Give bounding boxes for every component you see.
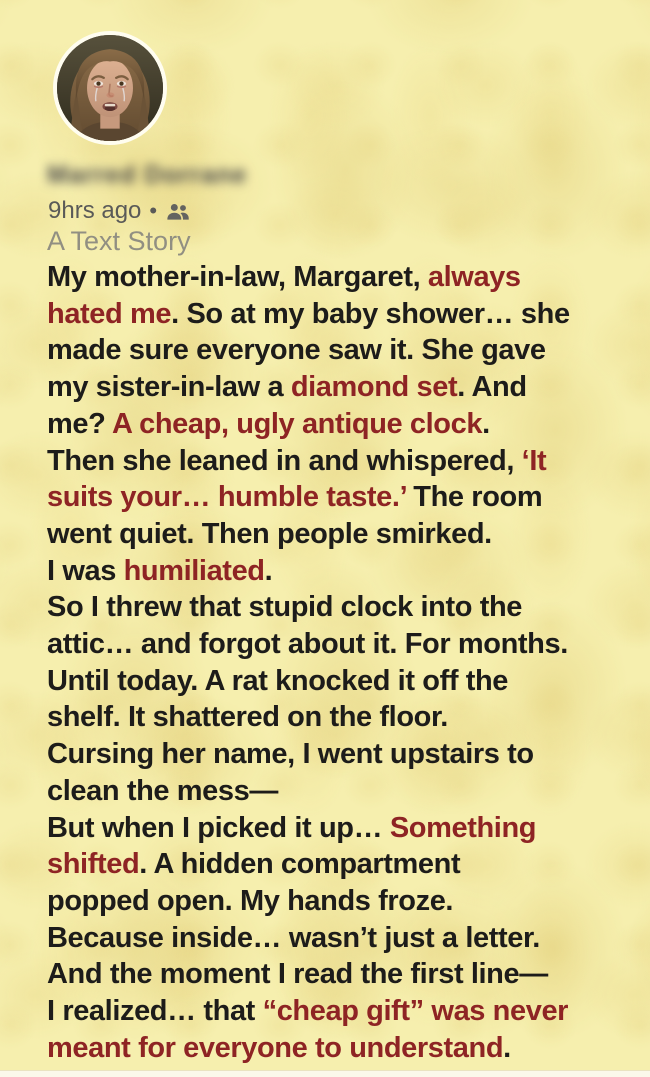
story-line [47, 846, 630, 883]
friends-icon [165, 199, 191, 225]
story-text [47, 259, 630, 1066]
story-segment: . So at my baby shower… she [171, 297, 570, 330]
story-line [47, 773, 630, 810]
author-name[interactable]: Marred Dorrane [47, 161, 248, 189]
story-segment: . A hidden compartment [139, 848, 461, 881]
story-segment-highlight: Something [389, 811, 537, 844]
story-segment-highlight: A cheap, ugly antique clock [112, 407, 483, 440]
story-segment: clean the mess— [47, 774, 278, 807]
story-segment: So I threw that stupid clock into the [47, 591, 523, 624]
story-segment: I realized… that [47, 995, 263, 1028]
story-line [47, 589, 630, 626]
story-line [47, 332, 630, 369]
bottom-strip [0, 1070, 650, 1077]
story-segment: Cursing her name, I went upstairs to [47, 738, 534, 771]
story-segment: I was [47, 554, 124, 587]
story-line [47, 1030, 630, 1067]
dot-separator: • [149, 197, 158, 223]
story-line [47, 369, 630, 406]
story-segment-highlight: ‘It [521, 444, 547, 477]
story-line [47, 516, 630, 553]
story-line [47, 553, 630, 590]
story-line [47, 736, 630, 773]
story-line [47, 479, 630, 516]
story-line [47, 993, 630, 1030]
story-segment-highlight: shifted [47, 848, 140, 881]
story-segment: . [264, 554, 273, 587]
story-segment-highlight: meant for everyone to understand [47, 1031, 504, 1064]
post-meta [48, 196, 191, 225]
story-segment-highlight: diamond set [290, 371, 458, 404]
story-segment-highlight: “cheap gift” was never [262, 995, 569, 1028]
story-segment: went quiet. Then people smirked. [47, 517, 492, 550]
story-line [47, 810, 630, 847]
story-segment-highlight: hated me [47, 297, 172, 330]
story-segment-highlight: suits your… humble taste.’ [47, 481, 406, 514]
story-segment-highlight: always [427, 261, 521, 293]
story-segment-highlight: humiliated [123, 554, 265, 587]
story-segment: shelf. It shattered on the floor. [47, 701, 448, 734]
story-segment: my sister-in-law a [47, 371, 291, 404]
story-line [47, 699, 630, 736]
story-segment: But when I picked it up… [47, 811, 390, 844]
timestamp: 9hrs ago [48, 196, 142, 224]
story-segment: attic… and forgot about it. For months. [47, 628, 568, 661]
story-line [47, 443, 630, 480]
story-line [47, 296, 630, 333]
story-segment: My mother-in-law, Margaret, [47, 261, 428, 293]
story-segment: me? [47, 407, 113, 440]
story-segment: Because inside… wasn’t just a letter. [47, 921, 540, 954]
story-segment: made sure everyone saw it. She gave [47, 334, 546, 367]
story-line [47, 663, 630, 700]
story-line [47, 956, 630, 993]
post-subtitle: A Text Story [47, 226, 191, 256]
crying-woman-photo [57, 35, 163, 141]
story-segment: Until today. A rat knocked it off the [47, 664, 509, 697]
story-line [47, 920, 630, 957]
story-segment: The room [405, 481, 543, 514]
story-line [47, 883, 630, 920]
story-segment: popped open. My hands froze. [47, 884, 454, 917]
story-line [47, 626, 630, 663]
story-segment: . And [457, 371, 527, 404]
story-segment: And the moment I read the first line— [47, 958, 548, 991]
author-avatar[interactable] [53, 31, 167, 145]
story-segment: Then she leaned in and whispered, [47, 444, 522, 477]
story-line [47, 259, 630, 296]
story-line [47, 406, 630, 443]
story-segment: . [482, 407, 490, 440]
story-segment: . [503, 1031, 511, 1064]
